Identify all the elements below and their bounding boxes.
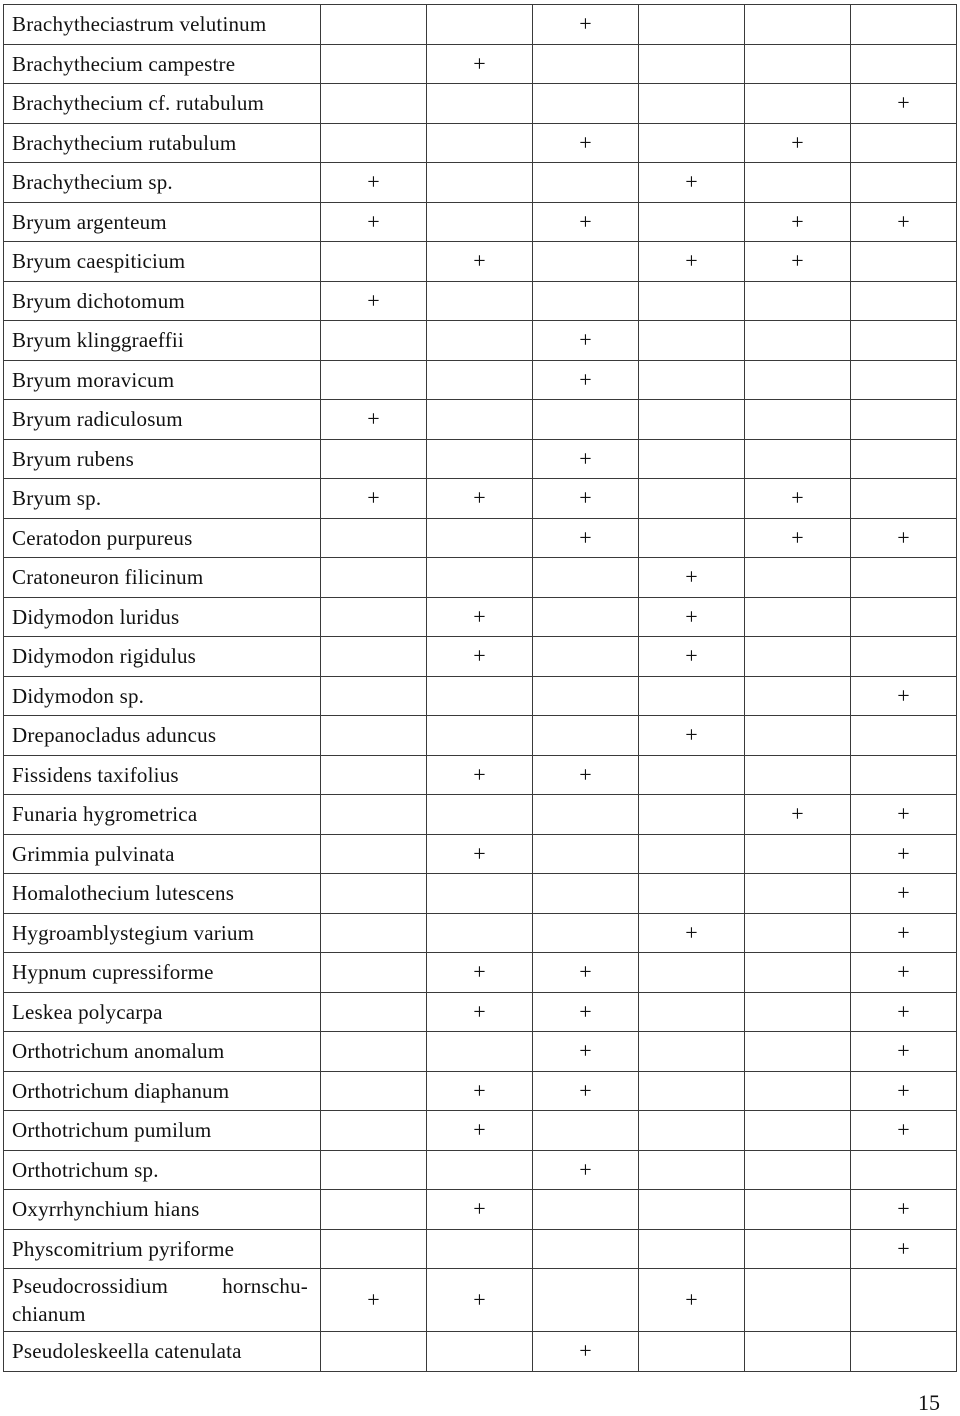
species-name-line: Pseudocrossidium hornschu-: [12, 1274, 308, 1298]
presence-cell: +: [321, 202, 427, 242]
table-row: [4, 953, 957, 993]
presence-cell: [427, 123, 533, 163]
presence-cell: [639, 321, 745, 361]
species-name-cell: Brachythecium cf. rutabulum: [4, 84, 321, 124]
presence-cell: +: [427, 1071, 533, 1111]
presence-cell: +: [745, 242, 851, 282]
species-name-cell: Didymodon sp.: [4, 676, 321, 716]
table-row: [4, 439, 957, 479]
table-row: [4, 44, 957, 84]
table-row: [4, 5, 957, 45]
species-name-cell: Fissidens taxifolius: [4, 755, 321, 795]
species-name-cell: Bryum moravicum: [4, 360, 321, 400]
presence-cell: [639, 202, 745, 242]
table-row: [4, 755, 957, 795]
presence-cell: [321, 1032, 427, 1072]
presence-cell: +: [851, 953, 957, 993]
presence-cell: [745, 1269, 851, 1332]
presence-cell: [639, 834, 745, 874]
table-row: [4, 716, 957, 756]
presence-cell: [745, 558, 851, 598]
table-row: [4, 479, 957, 519]
species-name-cell: Didymodon rigidulus: [4, 637, 321, 677]
presence-cell: [639, 795, 745, 835]
presence-cell: [639, 874, 745, 914]
table-row: [4, 834, 957, 874]
presence-cell: [639, 5, 745, 45]
presence-cell: +: [533, 5, 639, 45]
presence-cell: [321, 1150, 427, 1190]
presence-cell: [745, 597, 851, 637]
presence-cell: [427, 281, 533, 321]
species-name-cell: Physcomitrium pyriforme: [4, 1229, 321, 1269]
presence-cell: +: [851, 676, 957, 716]
presence-cell: +: [639, 1269, 745, 1332]
table-row: [4, 795, 957, 835]
presence-cell: +: [321, 400, 427, 440]
presence-cell: +: [745, 202, 851, 242]
table-row: [4, 1269, 957, 1332]
species-name-cell: Oxyrrhynchium hians: [4, 1190, 321, 1230]
table-row: [4, 913, 957, 953]
presence-cell: +: [533, 1032, 639, 1072]
species-name-cell: Grimmia pulvinata: [4, 834, 321, 874]
presence-cell: [639, 479, 745, 519]
presence-cell: [639, 992, 745, 1032]
species-name-cell: Didymodon luridus: [4, 597, 321, 637]
presence-cell: +: [639, 242, 745, 282]
presence-cell: [745, 637, 851, 677]
species-name-cell: Orthotrichum pumilum: [4, 1111, 321, 1151]
table-row: [4, 1071, 957, 1111]
table-row: [4, 123, 957, 163]
presence-cell: [533, 795, 639, 835]
species-name-cell: [4, 1269, 321, 1332]
presence-cell: +: [533, 123, 639, 163]
presence-cell: +: [851, 1071, 957, 1111]
table-row: [4, 400, 957, 440]
presence-cell: [639, 360, 745, 400]
presence-cell: +: [639, 716, 745, 756]
presence-cell: [533, 163, 639, 203]
presence-cell: [533, 874, 639, 914]
presence-cell: +: [851, 84, 957, 124]
species-name-cell: Bryum dichotomum: [4, 281, 321, 321]
table-row: [4, 676, 957, 716]
presence-cell: [533, 558, 639, 598]
presence-cell: [851, 400, 957, 440]
presence-cell: [427, 321, 533, 361]
presence-cell: [745, 281, 851, 321]
presence-cell: [321, 558, 427, 598]
table-row: [4, 321, 957, 361]
presence-cell: +: [533, 518, 639, 558]
table-row: [4, 637, 957, 677]
presence-cell: +: [321, 163, 427, 203]
presence-cell: +: [427, 1269, 533, 1332]
presence-cell: [745, 1190, 851, 1230]
presence-cell: [533, 637, 639, 677]
presence-cell: [321, 716, 427, 756]
presence-cell: [745, 834, 851, 874]
presence-cell: +: [851, 913, 957, 953]
table-row: [4, 1229, 957, 1269]
presence-cell: +: [745, 123, 851, 163]
presence-cell: +: [851, 1111, 957, 1151]
presence-cell: +: [533, 1332, 639, 1372]
presence-cell: +: [427, 992, 533, 1032]
presence-cell: [427, 1032, 533, 1072]
presence-cell: [533, 1190, 639, 1230]
page-number: 15: [918, 1390, 940, 1415]
presence-cell: [427, 558, 533, 598]
table-row: [4, 1111, 957, 1151]
species-name-cell: Bryum argenteum: [4, 202, 321, 242]
presence-cell: [533, 676, 639, 716]
presence-cell: +: [533, 360, 639, 400]
presence-cell: +: [851, 1032, 957, 1072]
presence-cell: [427, 518, 533, 558]
presence-cell: +: [427, 755, 533, 795]
presence-cell: [851, 439, 957, 479]
presence-cell: [639, 755, 745, 795]
presence-cell: [639, 84, 745, 124]
presence-cell: [427, 202, 533, 242]
presence-cell: +: [533, 1071, 639, 1111]
presence-cell: [427, 1229, 533, 1269]
table-row: [4, 1190, 957, 1230]
species-name-cell: Leskea polycarpa: [4, 992, 321, 1032]
presence-cell: +: [851, 992, 957, 1032]
presence-cell: [639, 953, 745, 993]
table-row: [4, 874, 957, 914]
presence-cell: +: [427, 953, 533, 993]
table-body: [4, 5, 957, 1372]
presence-cell: +: [427, 44, 533, 84]
presence-cell: [427, 1332, 533, 1372]
presence-cell: [851, 360, 957, 400]
table-row: [4, 360, 957, 400]
presence-cell: [321, 1111, 427, 1151]
species-name-cell: Bryum klinggraeffii: [4, 321, 321, 361]
presence-cell: [745, 992, 851, 1032]
presence-cell: [851, 1150, 957, 1190]
presence-cell: +: [427, 479, 533, 519]
presence-cell: [639, 1071, 745, 1111]
presence-cell: +: [851, 202, 957, 242]
presence-cell: [639, 676, 745, 716]
presence-cell: [321, 637, 427, 677]
presence-cell: [321, 676, 427, 716]
species-name-line: chianum: [12, 1302, 86, 1326]
presence-cell: [639, 1332, 745, 1372]
presence-cell: [533, 1269, 639, 1332]
presence-cell: [851, 637, 957, 677]
species-name-cell: Funaria hygrometrica: [4, 795, 321, 835]
presence-cell: [533, 716, 639, 756]
presence-cell: +: [533, 479, 639, 519]
presence-cell: +: [533, 755, 639, 795]
presence-cell: [639, 1032, 745, 1072]
table-row: [4, 597, 957, 637]
presence-cell: [745, 321, 851, 361]
table-row: [4, 242, 957, 282]
presence-cell: +: [321, 479, 427, 519]
presence-cell: [321, 874, 427, 914]
presence-cell: +: [639, 558, 745, 598]
presence-cell: [321, 84, 427, 124]
presence-cell: [321, 518, 427, 558]
table-row: [4, 202, 957, 242]
presence-cell: [321, 953, 427, 993]
presence-cell: [321, 360, 427, 400]
presence-cell: [745, 755, 851, 795]
species-name-cell: Ceratodon purpureus: [4, 518, 321, 558]
table-row: [4, 1032, 957, 1072]
presence-cell: [745, 360, 851, 400]
presence-cell: +: [639, 163, 745, 203]
presence-cell: [427, 400, 533, 440]
presence-cell: +: [745, 479, 851, 519]
presence-cell: +: [851, 795, 957, 835]
presence-cell: [321, 1229, 427, 1269]
presence-cell: [533, 834, 639, 874]
presence-cell: [427, 84, 533, 124]
presence-cell: [745, 439, 851, 479]
presence-cell: [321, 755, 427, 795]
presence-cell: [851, 558, 957, 598]
presence-cell: [639, 1111, 745, 1151]
table-row: [4, 163, 957, 203]
presence-cell: [745, 1229, 851, 1269]
presence-cell: [533, 44, 639, 84]
presence-cell: [851, 716, 957, 756]
presence-cell: [321, 242, 427, 282]
presence-cell: [533, 1111, 639, 1151]
presence-cell: +: [427, 1111, 533, 1151]
presence-cell: +: [321, 281, 427, 321]
presence-cell: [745, 1332, 851, 1372]
presence-cell: +: [427, 637, 533, 677]
species-name-cell: Bryum rubens: [4, 439, 321, 479]
presence-cell: [427, 874, 533, 914]
presence-cell: [851, 479, 957, 519]
presence-cell: +: [533, 992, 639, 1032]
species-name-cell: Orthotrichum anomalum: [4, 1032, 321, 1072]
species-name-cell: Orthotrichum diaphanum: [4, 1071, 321, 1111]
presence-cell: [427, 1150, 533, 1190]
presence-cell: [745, 1111, 851, 1151]
presence-cell: +: [427, 242, 533, 282]
presence-cell: [745, 1150, 851, 1190]
presence-cell: +: [639, 637, 745, 677]
species-name-cell: Orthotrichum sp.: [4, 1150, 321, 1190]
species-name-cell: Bryum sp.: [4, 479, 321, 519]
presence-cell: [639, 439, 745, 479]
presence-cell: [427, 716, 533, 756]
presence-cell: +: [427, 1190, 533, 1230]
presence-cell: +: [427, 834, 533, 874]
species-name-cell: Cratoneuron filicinum: [4, 558, 321, 598]
presence-cell: [321, 597, 427, 637]
presence-cell: +: [533, 202, 639, 242]
species-name-cell: Hygroamblystegium varium: [4, 913, 321, 953]
species-name-cell: Bryum radiculosum: [4, 400, 321, 440]
presence-cell: [639, 1190, 745, 1230]
presence-cell: [321, 1332, 427, 1372]
presence-cell: [321, 795, 427, 835]
presence-cell: [745, 44, 851, 84]
species-name-cell: Brachythecium campestre: [4, 44, 321, 84]
presence-cell: [745, 874, 851, 914]
species-name-cell: Drepanocladus aduncus: [4, 716, 321, 756]
species-name-cell: Brachythecium sp.: [4, 163, 321, 203]
table-row: [4, 558, 957, 598]
species-name-cell: Homalothecium lutescens: [4, 874, 321, 914]
presence-cell: [533, 913, 639, 953]
species-name-cell: Brachythecium rutabulum: [4, 123, 321, 163]
presence-cell: [745, 400, 851, 440]
species-table: [3, 4, 957, 1372]
presence-cell: [639, 1150, 745, 1190]
species-name-cell: Brachytheciastrum velutinum: [4, 5, 321, 45]
presence-cell: [851, 321, 957, 361]
table-row: [4, 518, 957, 558]
presence-cell: +: [533, 1150, 639, 1190]
presence-cell: [851, 5, 957, 45]
presence-cell: [745, 5, 851, 45]
presence-cell: [427, 913, 533, 953]
table-row: [4, 1332, 957, 1372]
presence-cell: [851, 1332, 957, 1372]
presence-cell: [745, 84, 851, 124]
presence-cell: [427, 5, 533, 45]
presence-cell: +: [851, 1229, 957, 1269]
presence-cell: [321, 321, 427, 361]
presence-cell: [745, 953, 851, 993]
presence-cell: [851, 281, 957, 321]
presence-cell: [851, 597, 957, 637]
presence-cell: [427, 676, 533, 716]
presence-cell: +: [533, 953, 639, 993]
presence-cell: [533, 281, 639, 321]
presence-cell: [745, 676, 851, 716]
species-name-cell: Hypnum cupressiforme: [4, 953, 321, 993]
presence-cell: [851, 123, 957, 163]
presence-cell: [639, 281, 745, 321]
presence-cell: [427, 360, 533, 400]
presence-cell: [321, 44, 427, 84]
presence-cell: [639, 44, 745, 84]
presence-cell: [427, 795, 533, 835]
presence-cell: [745, 1071, 851, 1111]
presence-cell: [321, 992, 427, 1032]
presence-cell: [851, 163, 957, 203]
presence-cell: [745, 163, 851, 203]
presence-cell: [321, 1071, 427, 1111]
presence-cell: [533, 1229, 639, 1269]
presence-cell: +: [851, 1190, 957, 1230]
table-row: [4, 84, 957, 124]
presence-cell: [321, 1190, 427, 1230]
presence-cell: +: [533, 321, 639, 361]
presence-cell: [851, 755, 957, 795]
presence-cell: [851, 242, 957, 282]
presence-cell: [639, 518, 745, 558]
presence-cell: [533, 597, 639, 637]
presence-cell: [745, 716, 851, 756]
species-name-cell: Pseudoleskeella catenulata: [4, 1332, 321, 1372]
species-name-cell: Bryum caespiticium: [4, 242, 321, 282]
presence-cell: +: [745, 518, 851, 558]
presence-cell: [321, 439, 427, 479]
presence-cell: [745, 913, 851, 953]
presence-cell: [533, 242, 639, 282]
presence-cell: [427, 163, 533, 203]
table-row: [4, 992, 957, 1032]
presence-cell: +: [745, 795, 851, 835]
presence-cell: [321, 834, 427, 874]
presence-cell: [321, 913, 427, 953]
table-row: [4, 281, 957, 321]
presence-cell: +: [851, 874, 957, 914]
presence-cell: [639, 1229, 745, 1269]
presence-cell: +: [427, 597, 533, 637]
presence-cell: [427, 439, 533, 479]
presence-cell: +: [639, 913, 745, 953]
presence-cell: +: [533, 439, 639, 479]
presence-cell: [745, 1032, 851, 1072]
presence-cell: +: [851, 518, 957, 558]
presence-cell: [321, 123, 427, 163]
presence-cell: [533, 84, 639, 124]
presence-cell: [639, 123, 745, 163]
presence-cell: [851, 1269, 957, 1332]
presence-cell: +: [321, 1269, 427, 1332]
presence-cell: +: [639, 597, 745, 637]
presence-cell: [851, 44, 957, 84]
presence-cell: [639, 400, 745, 440]
presence-cell: +: [851, 834, 957, 874]
table-row: [4, 1150, 957, 1190]
presence-cell: [533, 400, 639, 440]
presence-cell: [321, 5, 427, 45]
